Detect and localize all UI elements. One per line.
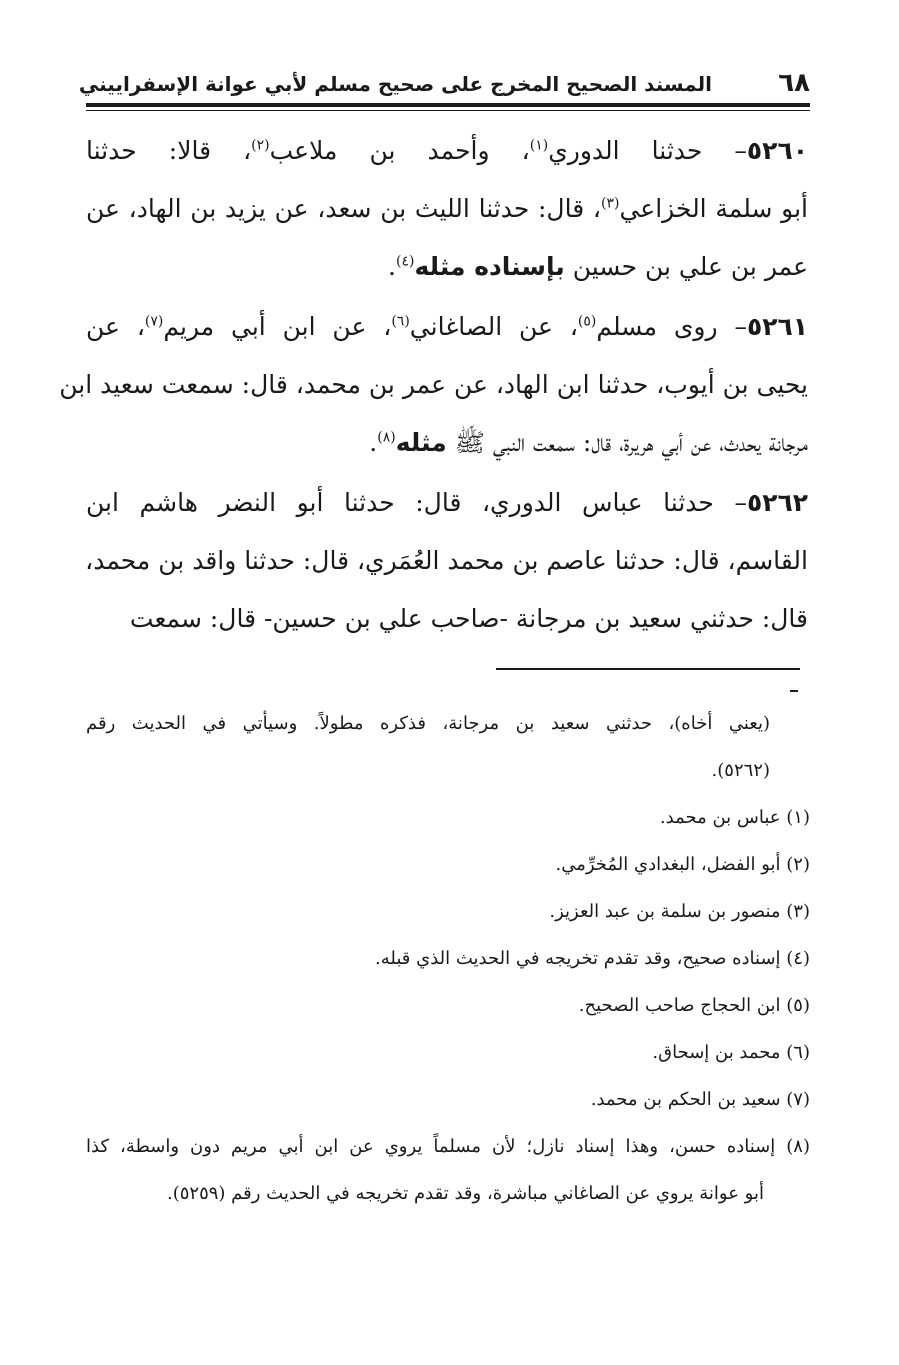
footnote-separator xyxy=(496,668,800,670)
bold-phrase: بإسناده مثله xyxy=(414,252,565,281)
footnote-item: (٤) إسناده صحيح، وقد تقدم تخريجه في الحديث الذي قبله. xyxy=(375,948,810,969)
footnote-item: (٧) سعيد بن الحكم بن محمد. xyxy=(590,1089,810,1110)
text-run: ، قالا: حدثنا xyxy=(86,136,252,165)
running-title: المسند الصحيح المخرج على صحيح مسلم لأبي عوانة الإسفراييني xyxy=(78,72,712,96)
footnote-ref: (٣) xyxy=(600,195,620,212)
text-run: ، عن ابن أبي مريم xyxy=(163,312,392,341)
footnote-mark xyxy=(790,690,798,692)
footnote-ref: (٦) xyxy=(391,313,410,330)
footnote-item: (٦) محمد بن إسحاق. xyxy=(652,1042,810,1063)
footnote-continuation-line: (٥٢٦٢). xyxy=(711,760,770,781)
footnote-continuation-line: (يعني أخاه)، حدثني سعيد بن مرجانة، فذكره مطولاً. وسيأتي في الحديث رقم xyxy=(86,713,770,734)
footnote-item: (٨) إسناده حسن، وهذا إسناد نازل؛ لأن مسلماً يروي عن ابن أبي مريم دون واسطة، كذا xyxy=(86,1136,810,1157)
hadith-line xyxy=(86,238,808,296)
header-rule-thick xyxy=(86,103,810,107)
text-run: ، عن الصاغاني xyxy=(409,312,578,341)
text-run: القاسم، قال: حدثنا عاصم بن محمد العُمَري، قال: حدثنا واقد بن محمد، xyxy=(85,546,808,575)
hadith-line xyxy=(86,180,808,238)
footnote-item: (٥) ابن الحجاج صاحب الصحيح. xyxy=(578,995,810,1016)
text-run: ، قال: حدثنا الليث بن سعد، عن يزيد بن الهاد، عن xyxy=(86,194,601,223)
text-run: – حدثنا الدوري xyxy=(548,136,747,165)
text-run: قال: حدثني سعيد بن مرجانة -صاحب علي بن حسين- قال: سمعت xyxy=(129,604,808,633)
text-run: مرجانة يحدث، عن أبي هريرة، قال: سمعت النبي ﷺ xyxy=(446,428,808,457)
hadith-line xyxy=(86,532,808,590)
text-run: . xyxy=(388,252,396,281)
text-run: ، عن xyxy=(86,312,145,341)
footnotes xyxy=(86,700,810,1217)
text-run: عمر بن علي بن حسين xyxy=(564,252,808,281)
hadith-line xyxy=(86,590,808,648)
text-run: . xyxy=(369,428,378,457)
page-header xyxy=(78,66,810,104)
footnote-ref: (٢) xyxy=(251,137,270,154)
page-number: ٦٨ xyxy=(778,68,810,98)
footnote-ref: (٨) xyxy=(377,429,396,446)
footnote-item-continued: أبو عوانة يروي عن الصاغاني مباشرة، وقد تقدم تخريجه في الحديث رقم (٥٢٥٩). xyxy=(167,1183,764,1204)
text-run: ، وأحمد بن ملاعب xyxy=(269,136,530,165)
hadith-line xyxy=(86,122,808,180)
footnote-item: (١) عباس بن محمد. xyxy=(659,807,810,828)
hadith-number: ٥٢٦٢ xyxy=(746,488,808,517)
hadith-paragraph xyxy=(86,474,808,648)
hadith-number: ٥٢٦٠ xyxy=(746,136,808,165)
text-run: يحيى بن أيوب، حدثنا ابن الهاد، عن عمر بن محمد، قال: سمعت سعيد ابن xyxy=(59,370,808,399)
hadith-line xyxy=(86,474,808,532)
text-run: – حدثنا عباس الدوري، قال: حدثنا أبو النضر هاشم ابن xyxy=(86,488,747,517)
footnote-ref: (٥) xyxy=(577,313,597,330)
footnote-ref: (٧) xyxy=(144,313,164,330)
text-run: – روى مسلم xyxy=(596,312,747,341)
text-run: أبو سلمة الخزاعي xyxy=(619,194,808,223)
footnote-ref: (١) xyxy=(529,137,549,154)
footnote-item: (٣) منصور بن سلمة بن عبد العزيز. xyxy=(549,901,810,922)
main-text xyxy=(59,122,808,650)
footnote-item: (٢) أبو الفضل، البغدادي المُخرِّمي. xyxy=(555,854,810,875)
footnote-ref: (٤) xyxy=(395,253,415,270)
hadith-line xyxy=(86,414,808,472)
header-rule-thin xyxy=(86,110,810,111)
hadith-line xyxy=(86,298,808,356)
bold-phrase: مثله xyxy=(395,428,447,457)
hadith-paragraph xyxy=(59,298,808,472)
hadith-number: ٥٢٦١ xyxy=(746,312,808,341)
hadith-line xyxy=(59,356,808,414)
hadith-paragraph xyxy=(86,122,808,296)
